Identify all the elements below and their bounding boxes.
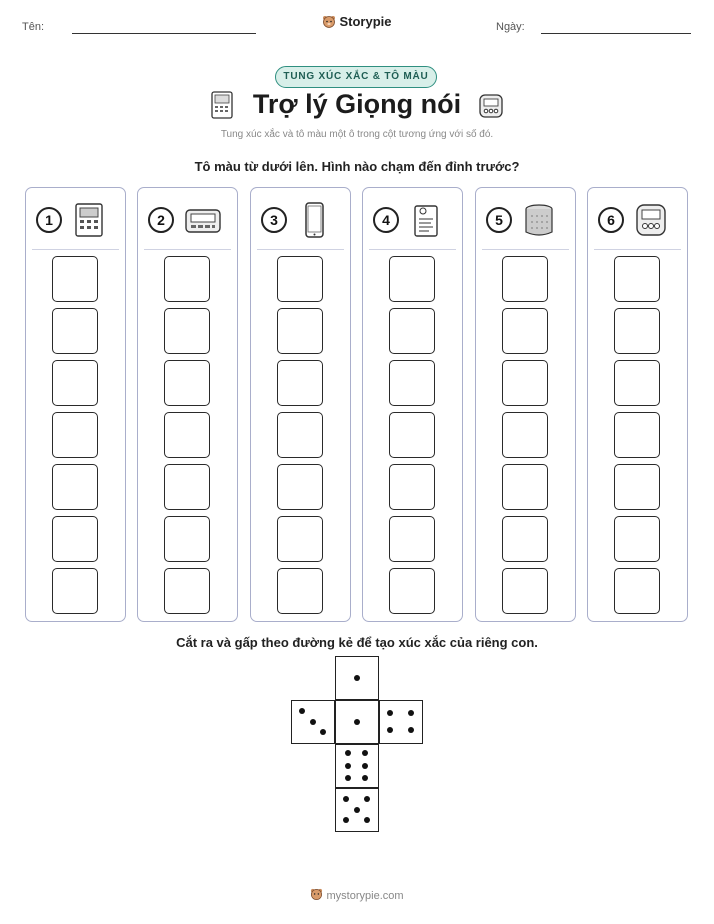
dice-face-4 bbox=[379, 700, 423, 744]
color-box[interactable] bbox=[52, 308, 98, 354]
column-divider bbox=[594, 249, 681, 250]
dice-pip bbox=[354, 675, 360, 681]
column-divider bbox=[482, 249, 569, 250]
column-3 bbox=[250, 187, 351, 622]
column-header bbox=[251, 202, 350, 242]
name-label: Tên: bbox=[22, 21, 45, 33]
color-box[interactable] bbox=[614, 464, 660, 510]
dice-face-1 bbox=[335, 656, 379, 700]
color-box[interactable] bbox=[164, 412, 210, 458]
color-box[interactable] bbox=[389, 256, 435, 302]
name-line bbox=[72, 33, 256, 34]
color-box[interactable] bbox=[277, 308, 323, 354]
cut-instruction: Cắt ra và gấp theo đường kẻ để tạo xúc xắc của riêng con. bbox=[176, 635, 538, 650]
color-box[interactable] bbox=[502, 412, 548, 458]
color-box[interactable] bbox=[502, 516, 548, 562]
column-number: 4 bbox=[373, 207, 399, 233]
color-box[interactable] bbox=[389, 360, 435, 406]
smart-speaker-icon bbox=[522, 202, 556, 238]
kitchen-timer-icon bbox=[634, 202, 668, 238]
activity-badge: TUNG XÚC XẮC & TÔ MÀU bbox=[275, 66, 437, 88]
column-4 bbox=[362, 187, 463, 622]
color-box[interactable] bbox=[164, 464, 210, 510]
date-line bbox=[541, 33, 691, 34]
color-box[interactable] bbox=[502, 256, 548, 302]
kitchen-timer-icon bbox=[478, 93, 504, 119]
dice-pip bbox=[345, 750, 351, 756]
brand bbox=[0, 14, 714, 32]
column-number: 2 bbox=[148, 207, 174, 233]
alarm-clock-radio-icon bbox=[184, 202, 218, 238]
footer-site: mystorypie.com bbox=[326, 890, 404, 902]
color-box[interactable] bbox=[52, 516, 98, 562]
column-number: 1 bbox=[36, 207, 62, 233]
color-box[interactable] bbox=[502, 568, 548, 614]
column-header bbox=[363, 202, 462, 242]
smart-home-panel-icon bbox=[72, 202, 106, 238]
column-divider bbox=[144, 249, 231, 250]
dice-pip bbox=[354, 719, 360, 725]
column-6 bbox=[587, 187, 688, 622]
column-number: 3 bbox=[261, 207, 287, 233]
dice-pip bbox=[354, 807, 360, 813]
brand-name: Storypie bbox=[339, 14, 392, 29]
dice-pip bbox=[387, 710, 393, 716]
column-2 bbox=[137, 187, 238, 622]
dice-pip bbox=[345, 775, 351, 781]
color-box[interactable] bbox=[164, 360, 210, 406]
column-divider bbox=[369, 249, 456, 250]
column-1 bbox=[25, 187, 126, 622]
color-box[interactable] bbox=[52, 360, 98, 406]
color-box[interactable] bbox=[164, 308, 210, 354]
color-box[interactable] bbox=[614, 360, 660, 406]
color-box[interactable] bbox=[502, 360, 548, 406]
dice-pip bbox=[362, 750, 368, 756]
recipe-card-icon bbox=[409, 202, 443, 238]
color-box[interactable] bbox=[502, 308, 548, 354]
color-box[interactable] bbox=[614, 256, 660, 302]
page-title: Trợ lý Giọng nói bbox=[252, 89, 462, 119]
dice-face-3 bbox=[291, 700, 335, 744]
column-5 bbox=[475, 187, 576, 622]
color-box[interactable] bbox=[52, 412, 98, 458]
column-divider bbox=[32, 249, 119, 250]
storypie-bear-icon bbox=[310, 888, 323, 901]
column-header bbox=[588, 202, 687, 242]
subtitle: Tung xúc xắc và tô màu một ô trong cột tương ứng với số đó. bbox=[220, 129, 494, 140]
column-number: 6 bbox=[598, 207, 624, 233]
dice-face-1 bbox=[335, 700, 379, 744]
color-box[interactable] bbox=[389, 568, 435, 614]
color-box[interactable] bbox=[164, 568, 210, 614]
dice-pip bbox=[310, 719, 316, 725]
smartphone-icon bbox=[297, 202, 331, 238]
dice-pip bbox=[364, 796, 370, 802]
color-box[interactable] bbox=[52, 464, 98, 510]
dice-face-6 bbox=[335, 744, 379, 788]
color-box[interactable] bbox=[389, 516, 435, 562]
storypie-bear-icon bbox=[322, 15, 336, 29]
dice-pip bbox=[408, 710, 414, 716]
color-box[interactable] bbox=[277, 412, 323, 458]
column-header bbox=[138, 202, 237, 242]
color-box[interactable] bbox=[277, 464, 323, 510]
column-header bbox=[476, 202, 575, 242]
color-box[interactable] bbox=[277, 360, 323, 406]
dice-pip bbox=[343, 796, 349, 802]
color-box[interactable] bbox=[389, 412, 435, 458]
color-box[interactable] bbox=[277, 256, 323, 302]
footer bbox=[0, 888, 714, 902]
dice-pip bbox=[299, 708, 305, 714]
color-box[interactable] bbox=[614, 568, 660, 614]
column-divider bbox=[257, 249, 344, 250]
color-box[interactable] bbox=[164, 516, 210, 562]
dice-pip bbox=[362, 775, 368, 781]
dice-pip bbox=[345, 763, 351, 769]
color-box[interactable] bbox=[277, 568, 323, 614]
dice-face-5 bbox=[335, 788, 379, 832]
color-box[interactable] bbox=[614, 308, 660, 354]
column-header bbox=[26, 202, 125, 242]
color-box[interactable] bbox=[52, 568, 98, 614]
dice-pip bbox=[343, 817, 349, 823]
color-box[interactable] bbox=[164, 256, 210, 302]
color-box[interactable] bbox=[502, 464, 548, 510]
color-box[interactable] bbox=[614, 412, 660, 458]
instruction: Tô màu từ dưới lên. Hình nào chạm đến đỉnh trước? bbox=[194, 159, 520, 174]
dice-pip bbox=[362, 763, 368, 769]
column-number: 5 bbox=[486, 207, 512, 233]
color-box[interactable] bbox=[389, 308, 435, 354]
color-box[interactable] bbox=[277, 516, 323, 562]
dice-pip bbox=[364, 817, 370, 823]
color-box[interactable] bbox=[52, 256, 98, 302]
dice-pip bbox=[408, 727, 414, 733]
date-label: Ngày: bbox=[496, 21, 525, 33]
dice-pip bbox=[320, 729, 326, 735]
color-box[interactable] bbox=[389, 464, 435, 510]
dice-pip bbox=[387, 727, 393, 733]
color-box[interactable] bbox=[614, 516, 660, 562]
